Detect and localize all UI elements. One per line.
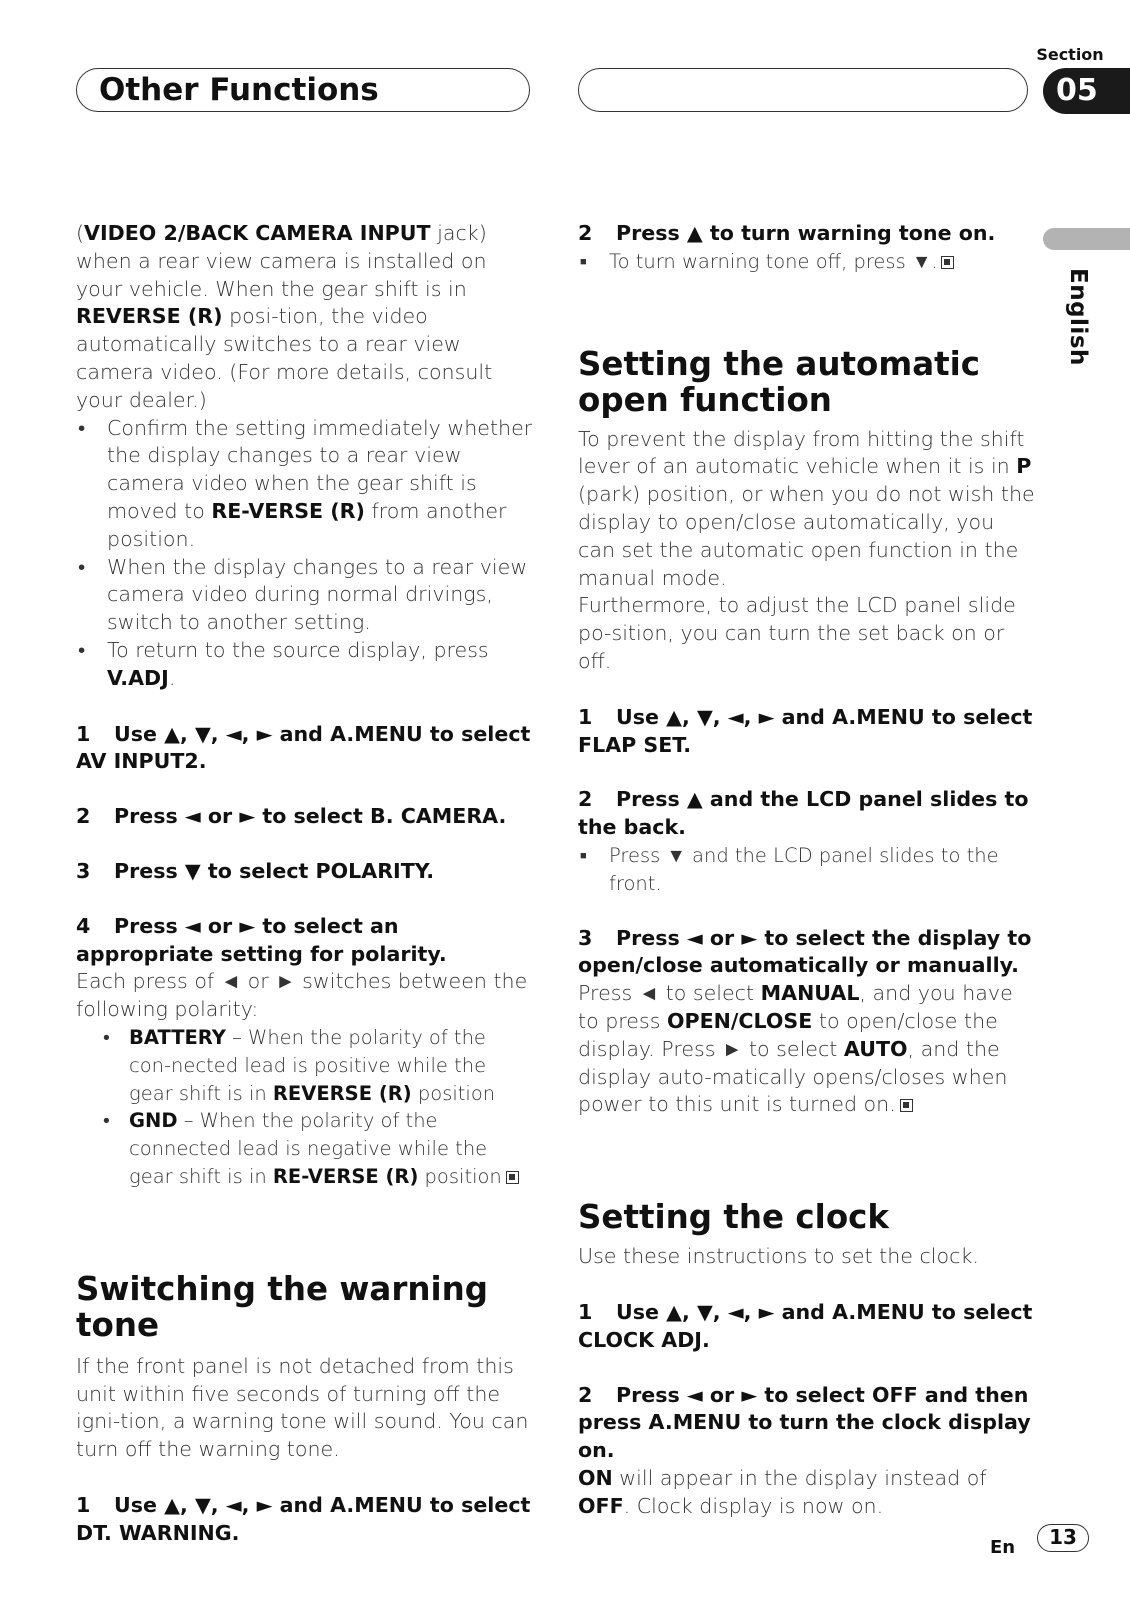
step-4: 4 Press ◄ or ► to select an appropriate setting for polarity. — [76, 913, 447, 966]
warning-tone-heading: Switching the warning tone — [76, 1269, 489, 1344]
footer-language: En — [990, 1537, 1016, 1558]
step-3: 3 Press ▼ to select POLARITY. — [76, 858, 435, 883]
auto-open-heading: Setting the automatic open function — [578, 344, 981, 419]
list-item: • To return to the source display, press V.ADJ. — [76, 637, 534, 693]
auto-step-1: 1 Use ▲, ▼, ◄, ► and A.MENU to select FLAP SET. — [578, 704, 1033, 757]
step-2: 2 Press ◄ or ► to select B. CAMERA. — [76, 804, 507, 829]
end-mark-icon — [941, 256, 954, 269]
clock-step-2-body: ON will appear in the display instead of OFF. Clock display is now on. — [578, 1465, 987, 1518]
language-tab-marker — [1043, 228, 1130, 250]
step-4-body: Each press of ◄ or ► switches between the following polarity: — [76, 969, 528, 1022]
polarity-list — [101, 1024, 534, 1191]
auto-step-2: 2 Press ▲ and the LCD panel slides to the back. — [578, 787, 1029, 840]
step-1: 1 Use ▲, ▼, ◄, ► and A.MENU to select AV INPUT2. — [76, 721, 531, 774]
intro-paragraph: (VIDEO 2/BACK CAMERA INPUT jack) when a rear view camera is installed on your vehicle. When the gear shift is in REVERSE (R) posi-tion, the video automatically switches to a rear view camera video. (For more details, consult your dealer.) — [76, 221, 493, 412]
header-empty-box — [578, 68, 1028, 112]
warning-note: ■ To turn warning tone off, press ▼. — [578, 248, 1036, 276]
list-item: • GND – When the polarity of the connected lead is negative while the gear shift is in RE-VERSE (R) position — [101, 1107, 534, 1190]
clock-step-2: 2 Press ◄ or ► to select OFF and then press A.MENU to turn the clock display on. — [578, 1382, 1031, 1463]
auto-note: ■ Press ▼ and the LCD panel slides to the front. — [578, 842, 1036, 898]
chapter-title: Other Functions — [99, 72, 379, 108]
clock-heading: Setting the clock — [578, 1198, 890, 1237]
auto-step-3-body: Press ◄ to select MANUAL, and you have to press OPEN/CLOSE to open/close the display. Press ► to select AUTO, and the display auto-matically opens/closes when power to this unit is turned on. — [578, 981, 1013, 1117]
right-column — [578, 220, 1036, 1521]
page-number: 13 — [1037, 1524, 1089, 1552]
section-number-tab: 05 — [1043, 68, 1130, 114]
auto-open-body: To prevent the display from hitting the shift lever of an automatic vehicle when it is in P (park) position, or when you do not wish the display to open/close automatically, you can set the automatic open function in the manual mode. — [578, 426, 1035, 590]
intro-bullet-list — [76, 415, 534, 693]
language-label: English — [1065, 268, 1091, 366]
end-mark-icon — [506, 1171, 519, 1184]
warning-tone-body: If the front panel is not detached from this unit within five seconds of turning off the igni-tion, a warning tone will sound. You can turn off the warning tone. — [76, 1353, 529, 1462]
clock-body: Use these instructions to set the clock. — [578, 1244, 979, 1269]
auto-open-body-2: Furthermore, to adjust the LCD panel slide po-sition, you can turn the set back on or off. — [578, 593, 1016, 673]
section-label: Section — [1036, 45, 1104, 64]
warning-step-2: 2 Press ▲ to turn warning tone on. — [578, 221, 996, 245]
list-item: • Confirm the setting immediately whether the display changes to a rear view camera video when the gear shift is moved to RE-VERSE (R) from another position. — [76, 415, 534, 554]
list-item: • When the display changes to a rear view camera video during normal drivings, switch to another setting. — [76, 554, 534, 637]
end-mark-icon — [900, 1099, 913, 1112]
list-item: • BATTERY – When the polarity of the con-nected lead is positive while the gear shift is in REVERSE (R) position — [101, 1024, 534, 1107]
left-column — [76, 220, 534, 1547]
warning-step-1: 1 Use ▲, ▼, ◄, ► and A.MENU to select DT. WARNING. — [76, 1492, 531, 1545]
chapter-title-box — [76, 68, 530, 112]
clock-step-1: 1 Use ▲, ▼, ◄, ► and A.MENU to select CLOCK ADJ. — [578, 1299, 1033, 1352]
auto-step-3: 3 Press ◄ or ► to select the display to open/close automatically or manually. — [578, 925, 1032, 978]
